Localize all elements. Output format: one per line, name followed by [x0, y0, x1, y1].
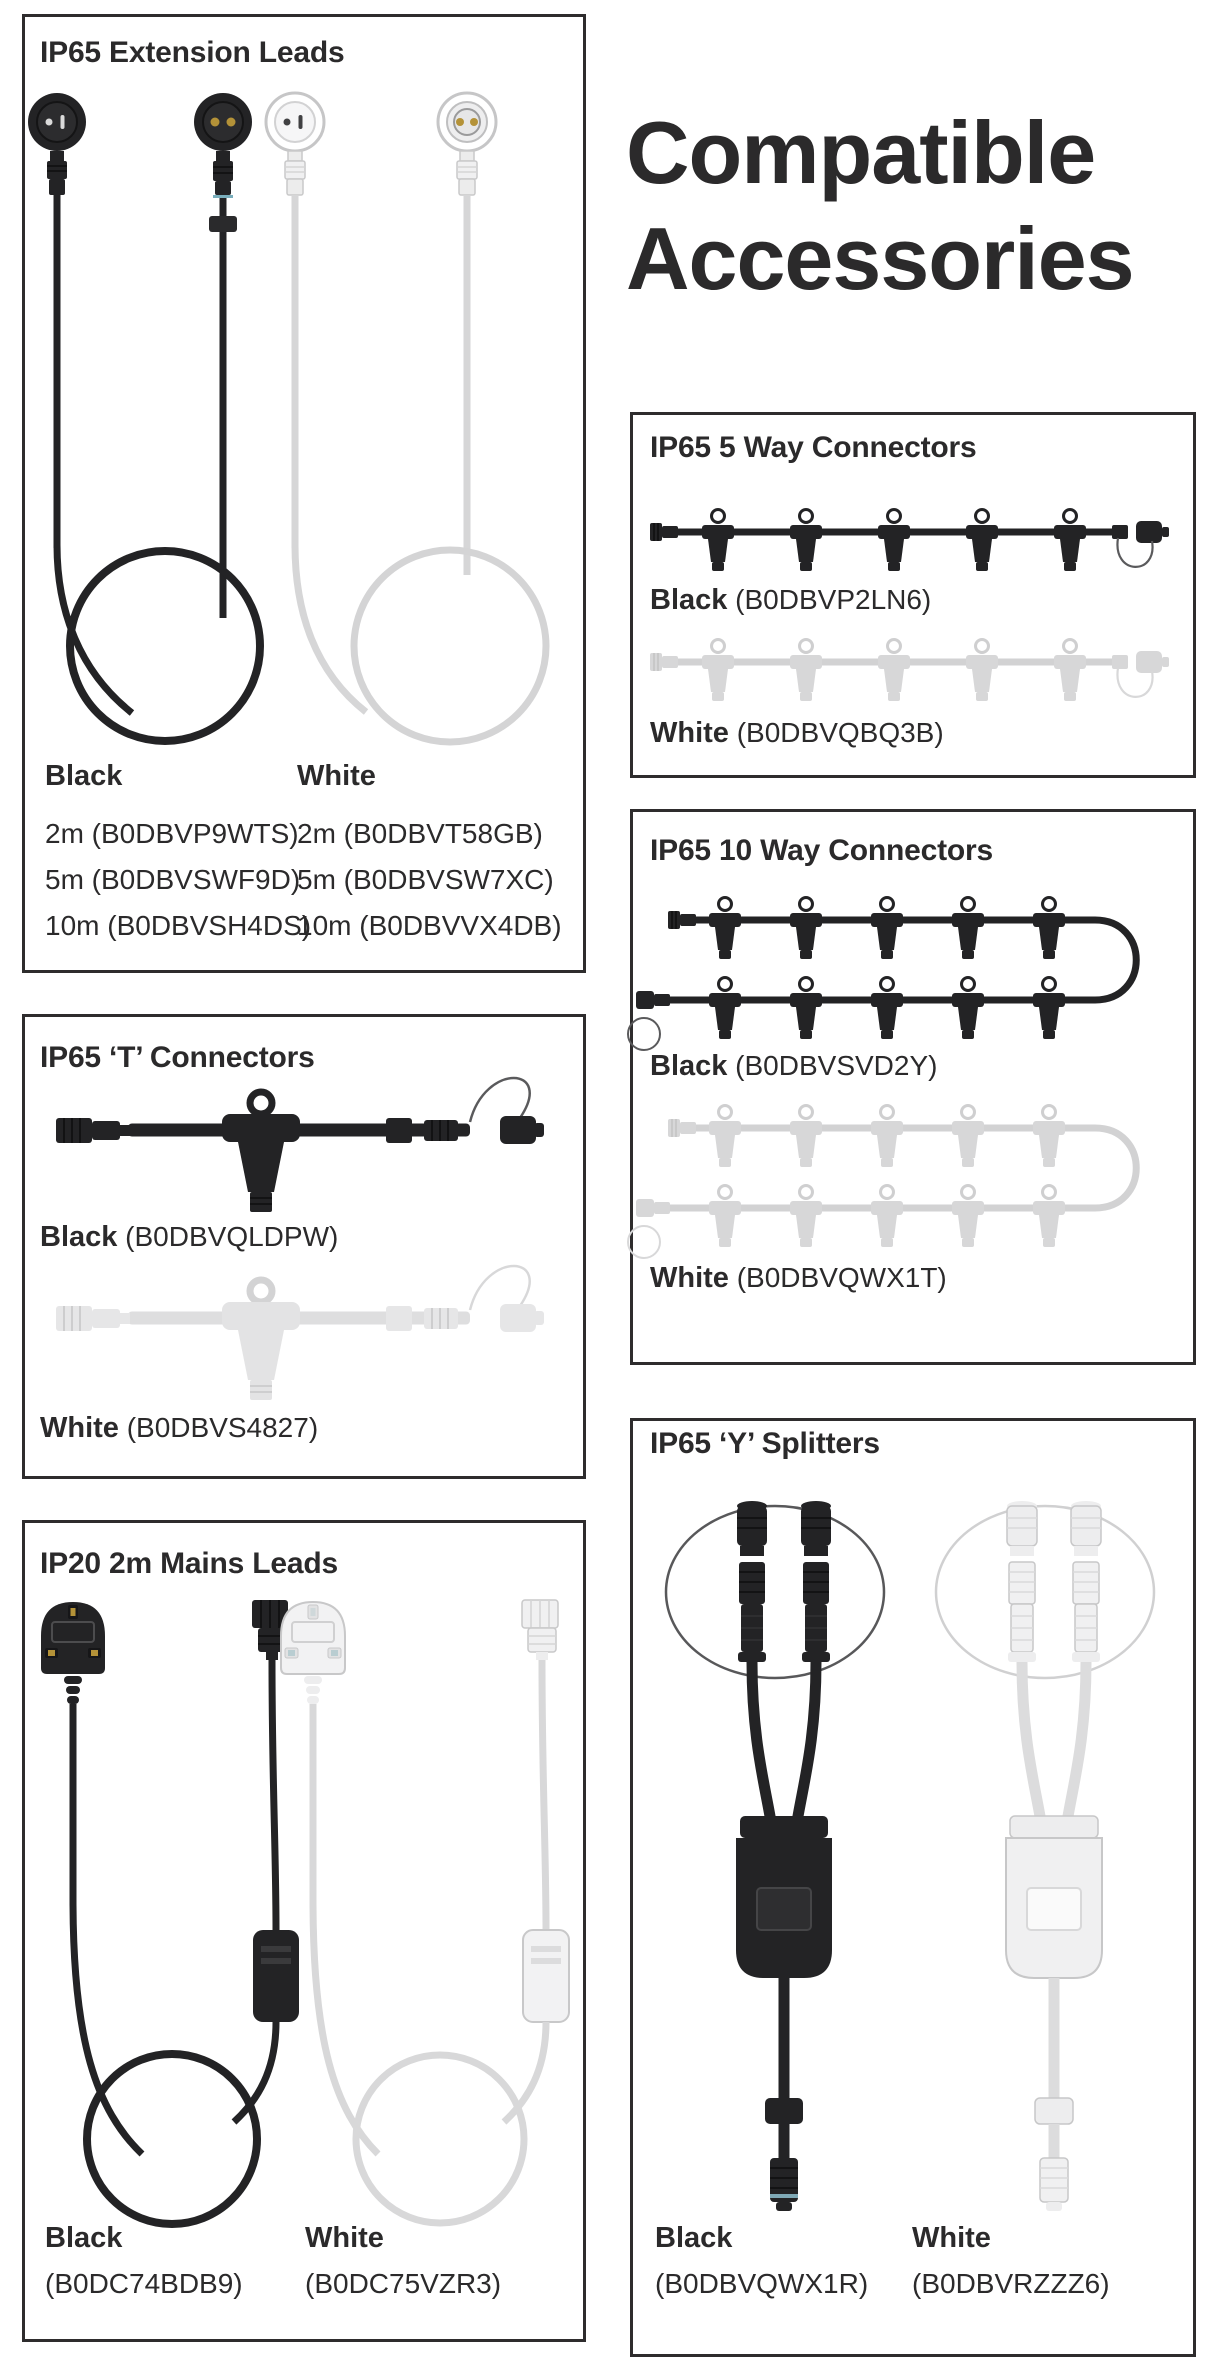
product-code-line	[40, 1412, 318, 1445]
variant-code: (B0DBVQBQ3B)	[736, 717, 944, 748]
section-y-splitters	[630, 1418, 1196, 2357]
variant-label: Black	[40, 1221, 118, 1253]
variant-label: Black	[655, 2222, 733, 2254]
variant-code: (B0DBVQWX1T)	[736, 1262, 947, 1293]
section-heading-five-way: IP65 5 Way Connectors	[650, 431, 977, 464]
product-code-line: 2m (B0DBVP9WTS)	[45, 818, 299, 849]
variant-code: (B0DC74BDB9)	[45, 2268, 243, 2299]
page-title-line2: Accessories	[626, 209, 1134, 308]
product-code-line: 5m (B0DBVSWF9D)	[45, 864, 301, 895]
page-title	[626, 100, 1134, 312]
variant-code: (B0DBVQWX1R)	[655, 2268, 869, 2299]
variant-code: (B0DBVS4827)	[126, 1412, 319, 1443]
variant-code: (B0DC75VZR3)	[305, 2268, 502, 2299]
product-code-line	[650, 717, 944, 750]
product-code-line: 2m (B0DBVT58GB)	[297, 818, 543, 849]
product-code-line	[650, 584, 931, 617]
section-heading-mains-leads: IP20 2m Mains Leads	[40, 1547, 339, 1580]
variant-label: White	[650, 1262, 729, 1294]
section-heading-ten-way: IP65 10 Way Connectors	[650, 834, 993, 867]
section-heading-t-connectors: IP65 ‘T’ Connectors	[40, 1041, 315, 1074]
variant-label: White	[297, 760, 376, 792]
section-heading-y-splitters: IP65 ‘Y’ Splitters	[650, 1427, 880, 1460]
section-heading-extension-leads: IP65 Extension Leads	[40, 36, 345, 69]
section-mains-leads	[22, 1520, 586, 2342]
product-code-line	[650, 1050, 937, 1083]
variant-code: (B0DBVP2LN6)	[735, 584, 932, 615]
product-code-line: 5m (B0DBVSW7XC)	[297, 864, 554, 895]
page-title-line1: Compatible	[626, 103, 1096, 202]
variant-label: White	[305, 2222, 384, 2254]
variant-label: Black	[45, 760, 123, 792]
variant-label: White	[912, 2222, 991, 2254]
variant-code: (B0DBVRZZZ6)	[912, 2268, 1110, 2299]
variant-code: (B0DBVSVD2Y)	[735, 1050, 938, 1081]
product-code-line	[650, 1262, 947, 1295]
variant-label: Black	[650, 1050, 728, 1082]
product-code-line	[40, 1221, 338, 1254]
variant-label: Black	[650, 584, 728, 616]
variant-label: Black	[45, 2222, 123, 2254]
product-code-line: 10m (B0DBVVX4DB)	[297, 910, 562, 941]
variant-label: White	[650, 717, 729, 749]
product-code-line: 10m (B0DBVSH4DS)	[45, 910, 312, 941]
variant-code: (B0DBVQLDPW)	[125, 1221, 339, 1252]
variant-label: White	[40, 1412, 119, 1444]
